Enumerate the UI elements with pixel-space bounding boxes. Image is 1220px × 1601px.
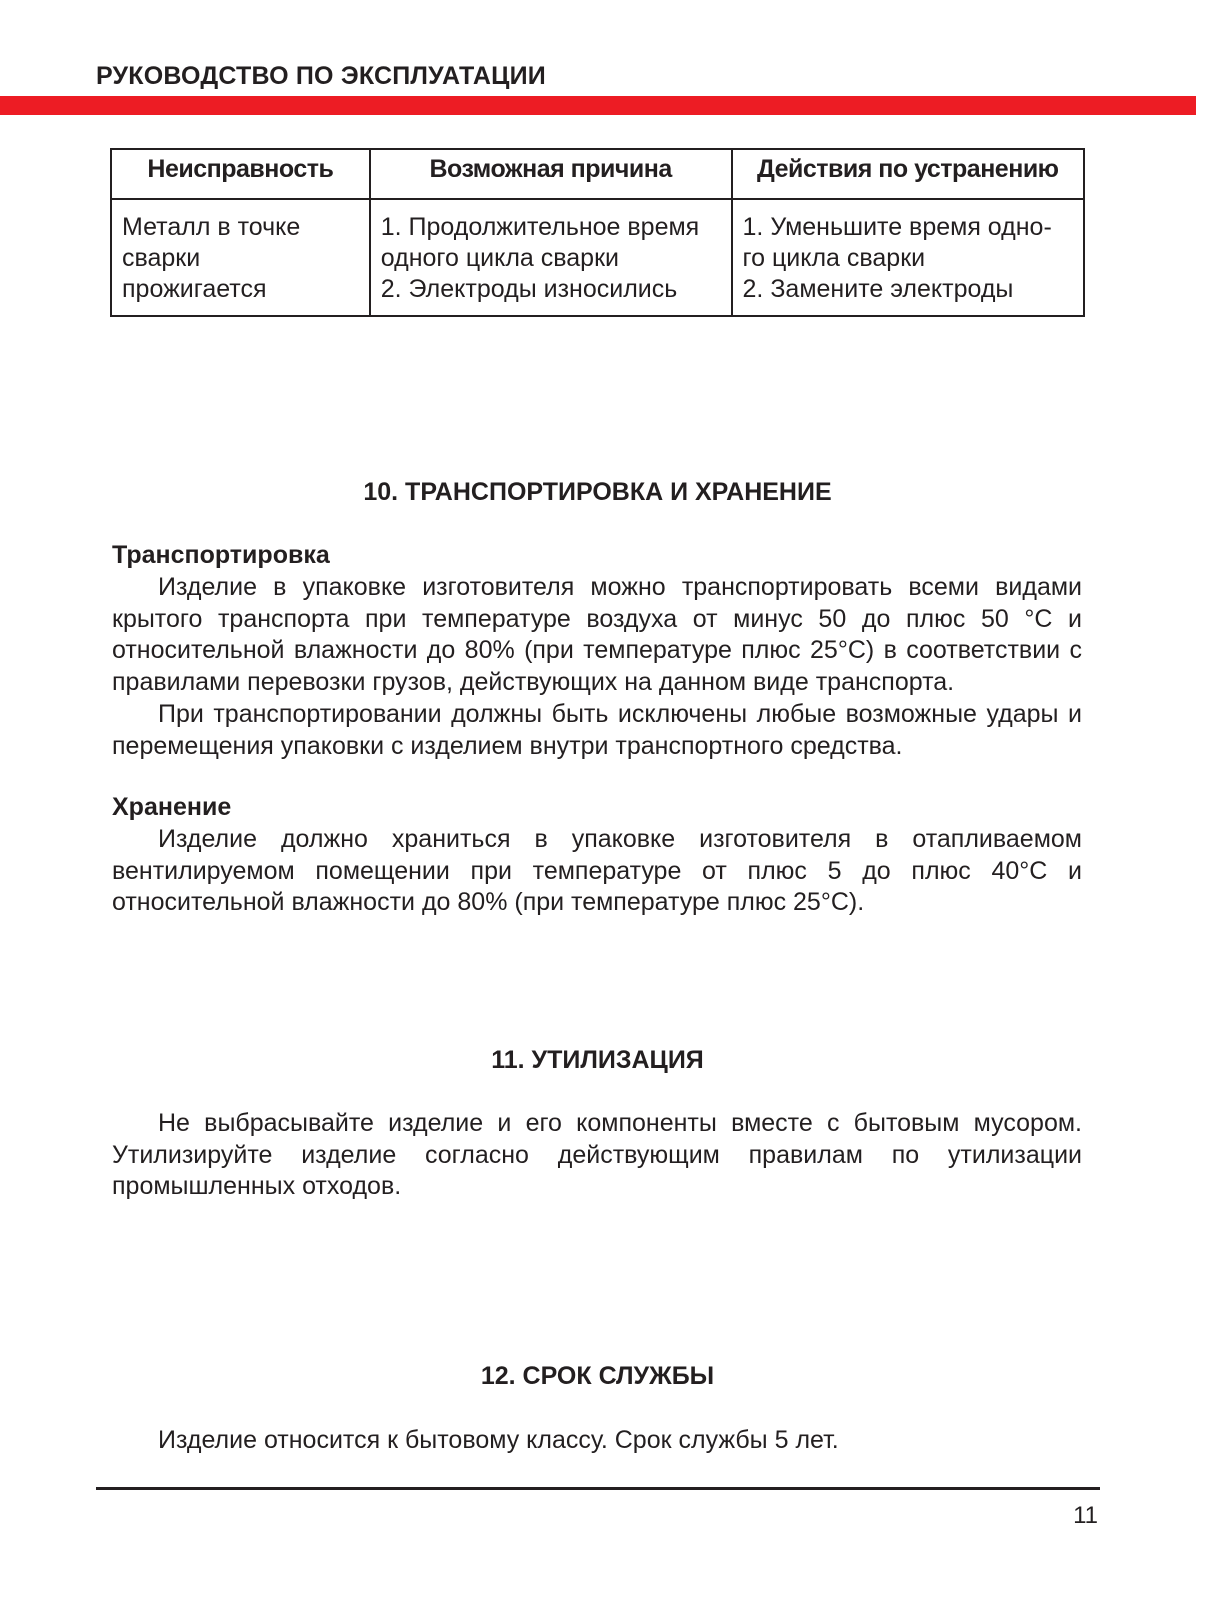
- paragraph-transport-conditions: Изделие в упаковке изготовителя можно транспортировать всеми видами крытого транспорта при температуре воздуха от минус 50 до плюс 50 °С и относительной влажности до 80% (при температуре плюс 25°С) в соответствии с правилами перевозки грузов, действующих на данном виде транспорта.: [112, 573, 1082, 696]
- section-heading-disposal: 11. УТИЛИЗАЦИЯ: [491, 1046, 704, 1074]
- paragraph-disposal: Не выбрасывайте изделие и его компоненты вместе с бытовым мусором. Утилизируйте изделие согласно действующим правилам по утилизации промышленных отходов.: [112, 1109, 1082, 1200]
- cell-action-line: го цикла сварки: [742, 244, 926, 272]
- footer-rule: [96, 1487, 1100, 1490]
- troubleshooting-table: [110, 148, 1085, 317]
- document-header-title: РУКОВОДСТВО ПО ЭКСПЛУАТАЦИИ: [96, 62, 546, 90]
- paragraph-transport-handling: При транспортировании должны быть исключены любые возможные удары и перемещения упаковки с изделием внутри транспортного средства.: [112, 700, 1082, 760]
- cell-fault-line: прожигается: [122, 275, 267, 303]
- header-accent-bar: [0, 96, 1196, 115]
- cell-cause-line: 2. Электроды износились: [380, 275, 678, 303]
- cell-cause-line: 1. Продолжительное время: [380, 213, 700, 241]
- subheading-storage: Хранение: [112, 793, 232, 821]
- cell-cause-line: одного цикла сварки: [380, 244, 619, 272]
- paragraph-service-life: Изделие относится к бытовому классу. Срок службы 5 лет.: [158, 1426, 839, 1454]
- cell-fault-line: Металл в точке: [122, 213, 301, 241]
- table-row: [111, 199, 1084, 316]
- page-number: 11: [1073, 1502, 1098, 1529]
- cell-fault: [111, 199, 370, 316]
- column-header-cause: Возможная причина: [370, 149, 732, 199]
- cell-cause: [370, 199, 732, 316]
- column-header-action: Действия по устранению: [732, 149, 1084, 199]
- section-heading-transport-storage: 10. ТРАНСПОРТИРОВКА И ХРАНЕНИЕ: [363, 478, 832, 506]
- cell-fault-line: сварки: [122, 244, 201, 272]
- paragraph-storage-conditions: Изделие должно храниться в упаковке изготовителя в отапливаемом вентилируемом помещении при температуре от плюс 5 до плюс 40°С и относительной влажности до 80% (при температуре плюс 25°С).: [112, 825, 1082, 916]
- cell-action-line: 2. Замените электроды: [742, 275, 1014, 303]
- table-header-row: [111, 149, 1084, 199]
- column-header-fault: Неисправность: [111, 149, 370, 199]
- cell-action-line: 1. Уменьшите время одно-: [742, 213, 1052, 241]
- subheading-transport: Транспортировка: [112, 541, 330, 569]
- cell-action: [732, 199, 1084, 316]
- section-heading-service-life: 12. СРОК СЛУЖБЫ: [480, 1362, 715, 1390]
